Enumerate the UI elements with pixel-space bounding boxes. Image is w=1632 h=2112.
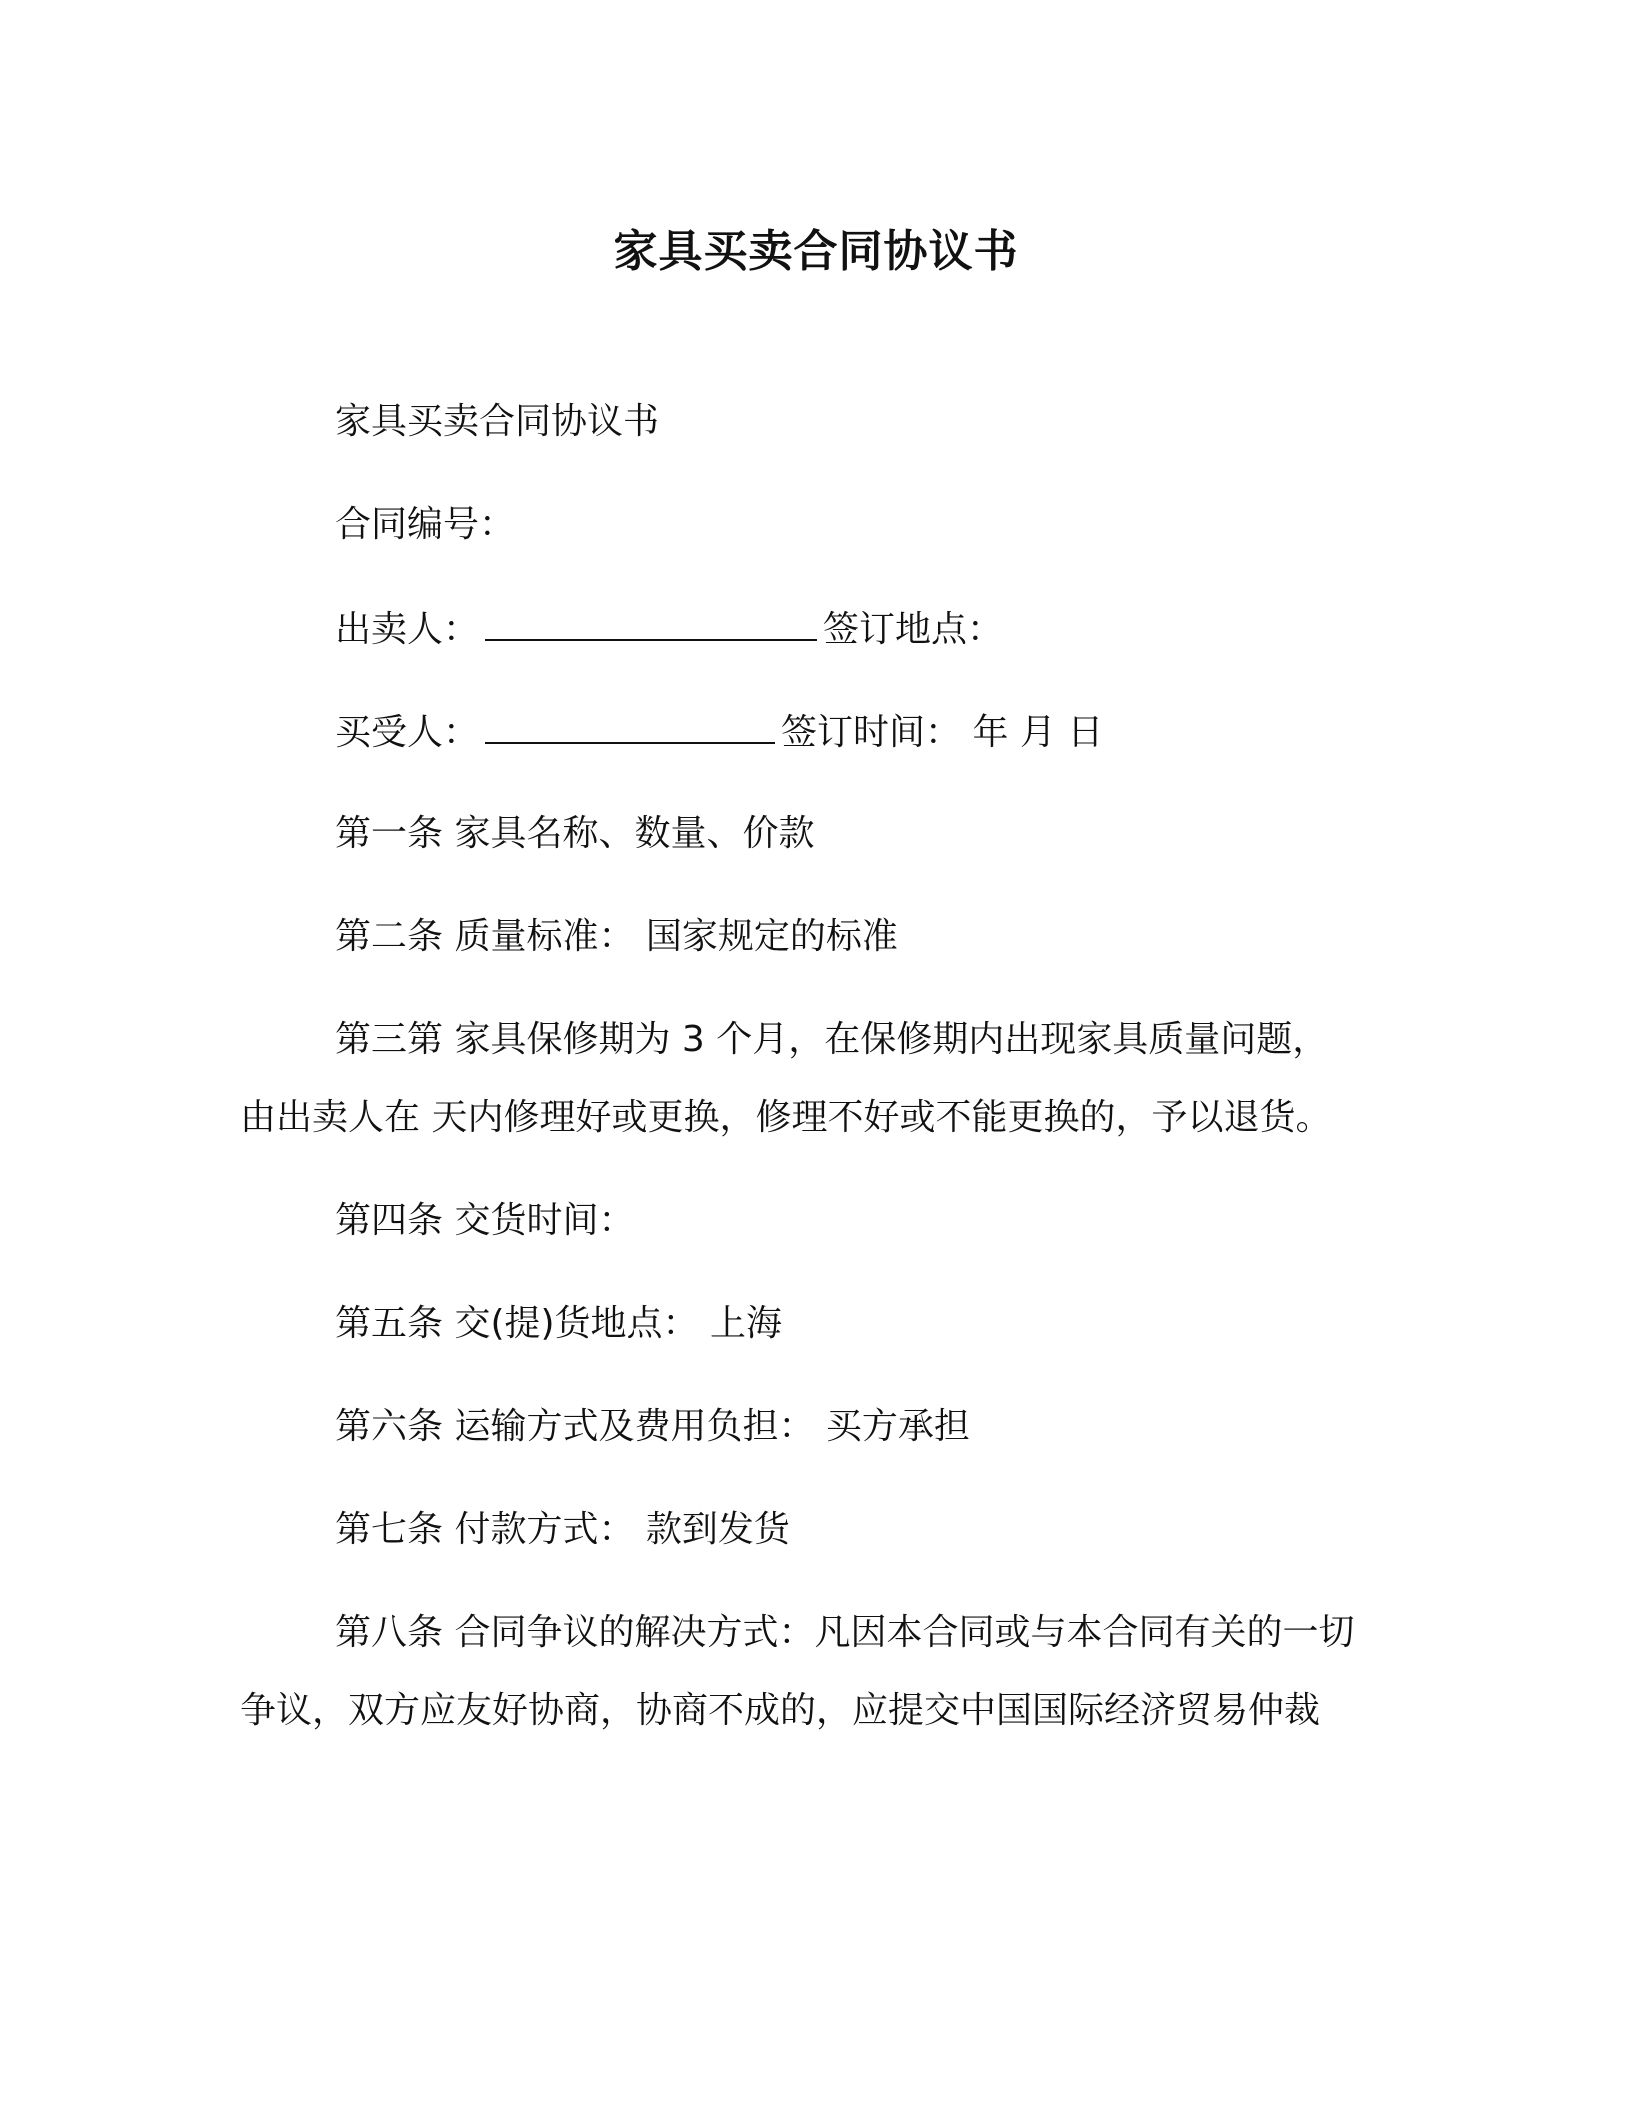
- buyer-label: 买受人：: [335, 712, 480, 753]
- sign-place-label: 签订地点：: [823, 609, 1004, 650]
- document-title: 家具买卖合同协议书: [613, 226, 1019, 277]
- article-3-line-2: 由出卖人在 天内修理好或更换，修理不好或不能更换的，予以退货。: [240, 1097, 1332, 1138]
- date-placeholder: 年 月 日: [972, 712, 1104, 753]
- article-8-line-1: 第八条 合同争议的解决方式：凡因本合同或与本合同有关的一切: [335, 1612, 1355, 1653]
- article-1: 第一条 家具名称、数量、价款: [335, 813, 815, 854]
- buyer-blank: [485, 706, 775, 744]
- article-5: 第五条 交(提)货地点： 上海: [335, 1303, 782, 1344]
- article-4: 第四条 交货时间：: [335, 1200, 635, 1241]
- article-8-line-2: 争议，双方应友好协商，协商不成的，应提交中国国际经济贸易仲裁: [240, 1690, 1321, 1731]
- header-line: 家具买卖合同协议书: [335, 401, 660, 442]
- article-6: 第六条 运输方式及费用负担： 买方承担: [335, 1406, 970, 1447]
- seller-blank: [485, 603, 817, 641]
- buyer-row: [335, 706, 1103, 758]
- article-2: 第二条 质量标准： 国家规定的标准: [335, 916, 898, 957]
- article-3-line-1: 第三第 家具保修期为 3 个月，在保修期内出现家具质量问题，: [335, 1019, 1329, 1060]
- seller-label: 出卖人：: [335, 609, 480, 650]
- article-7: 第七条 付款方式： 款到发货: [335, 1509, 790, 1550]
- seller-row: [335, 603, 1003, 655]
- contract-number-label: 合同编号：: [335, 504, 516, 545]
- sign-time-label: 签订时间：: [781, 712, 962, 753]
